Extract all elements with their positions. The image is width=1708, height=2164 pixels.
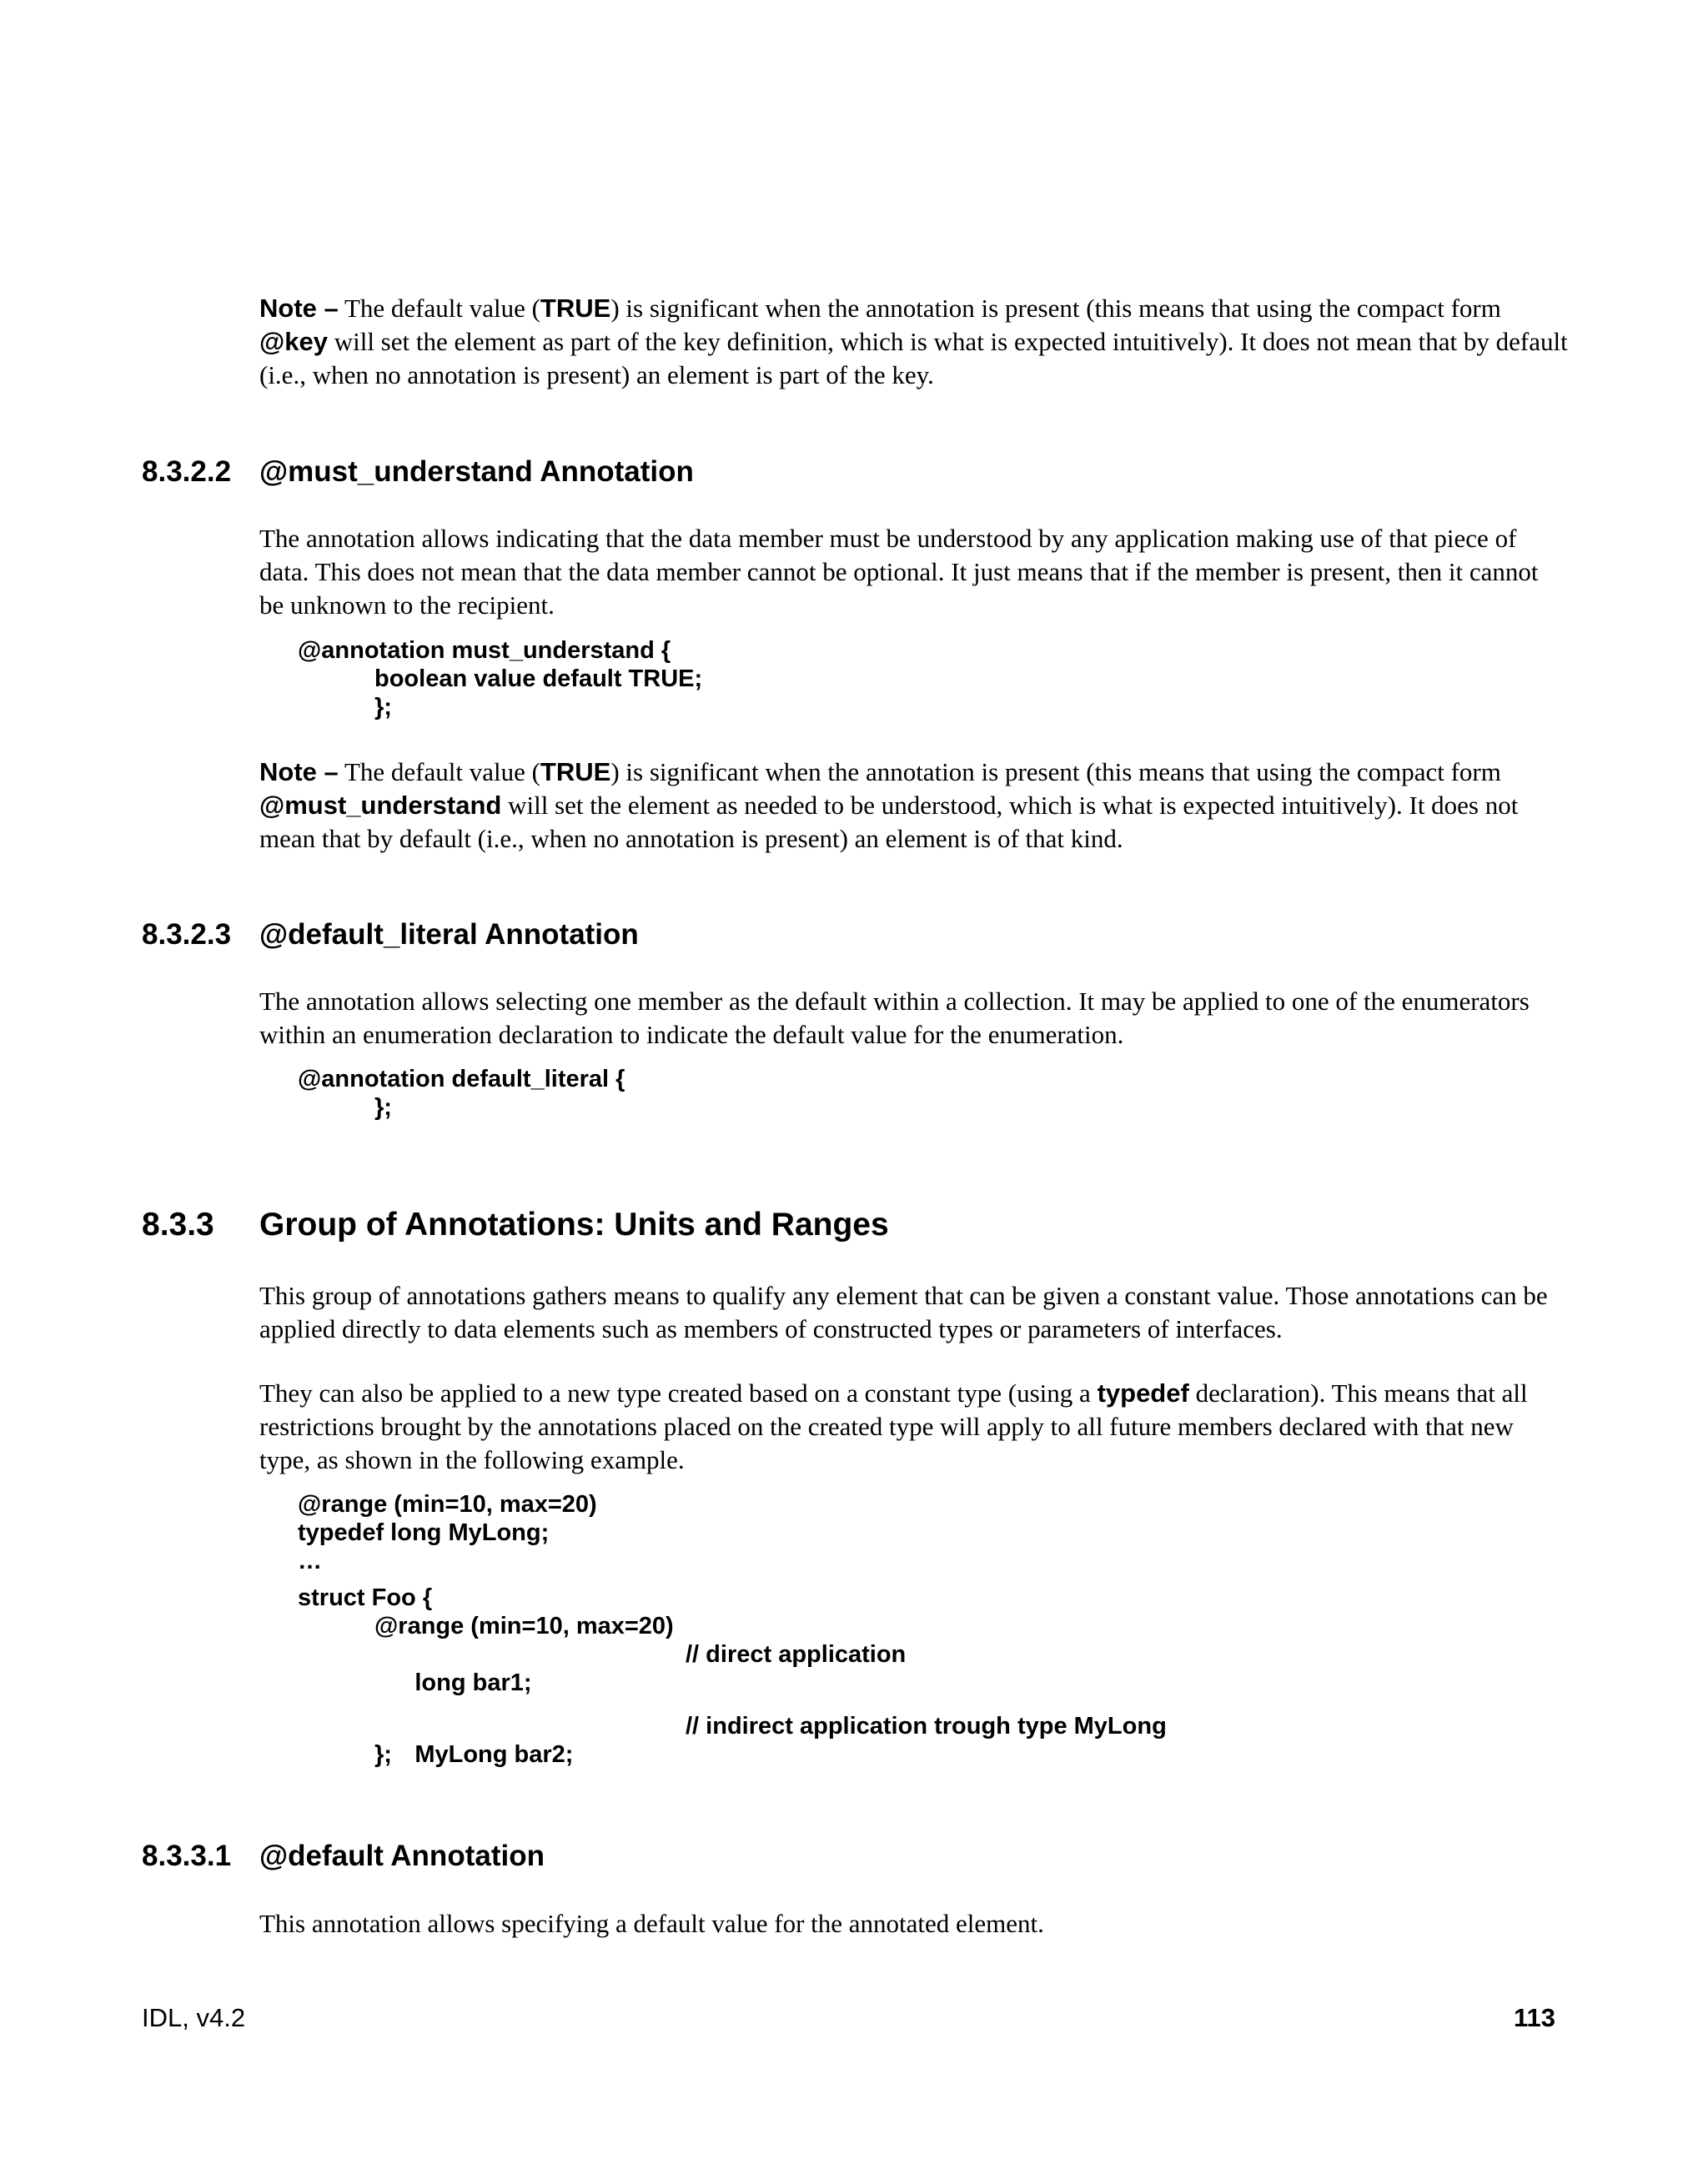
- body-paragraph: The annotation allows indicating that the data member must be understood by any application making use of that piece of data. This does not mean that the data member cannot be optional. It just means that if the member is present, then it cannot be unknown to the recipient.: [259, 524, 1539, 620]
- section-title: @default Annotation: [259, 1840, 545, 1872]
- section-number: 8.3.3.1: [142, 1840, 232, 1872]
- code-comment: // indirect application trough type MyLong: [686, 1713, 1167, 1740]
- note-text: ) is significant when the annotation is present (this means that using the compact form: [610, 757, 1501, 786]
- code-line: };: [374, 1741, 392, 1768]
- code-line: @range (min=10, max=20): [374, 1613, 674, 1639]
- note-text: will set the element as part of the key definition, which is what is expected intuitively). It does not mean that by default (i.e., when no annotation is present) an element is part of the key.: [259, 327, 1568, 389]
- code-line: [298, 1640, 907, 1696]
- code-line: [298, 1712, 1167, 1768]
- code-block: [298, 1065, 625, 1122]
- body-paragraph: This annotation allows specifying a default value for the annotated element.: [259, 1909, 1044, 1938]
- code-statement: MyLong bar2;: [414, 1741, 574, 1768]
- code-line: @annotation must_understand {: [298, 637, 671, 664]
- code-line: typedef long MyLong;: [298, 1519, 550, 1546]
- code-line: …: [298, 1548, 322, 1574]
- body-paragraph: The annotation allows selecting one member as the default within a collection. It may be applied to one of the enumerators within an enumeration declaration to indicate the default value for the enumeration.: [259, 987, 1530, 1049]
- section-heading: [142, 918, 976, 951]
- section-title: @must_understand Annotation: [259, 455, 694, 488]
- keyword: typedef: [1097, 1378, 1189, 1408]
- code-line: boolean value default TRUE;: [374, 665, 703, 692]
- code-block: [298, 636, 702, 721]
- section-number: 8.3.2.3: [142, 918, 232, 951]
- section-number: 8.3.3: [142, 1207, 214, 1243]
- note-text: ) is significant when the annotation is present (this means that using the compact form: [610, 294, 1501, 323]
- code-line: @range (min=10, max=20): [298, 1491, 597, 1518]
- note-keyword: TRUE: [540, 757, 611, 786]
- footer-doc-version: IDL, v4.2: [142, 2003, 246, 2032]
- body-paragraph: This group of annotations gathers means to qualify any element that can be given a constant value. Those annotations can be applied directly to data elements such as members of constructed types or parameters of interfaces.: [259, 1281, 1548, 1343]
- code-line: };: [374, 694, 392, 720]
- code-block: [298, 1490, 1167, 1769]
- section-heading: [142, 1840, 976, 1873]
- code-line: struct Foo {: [298, 1584, 433, 1611]
- section-heading: [142, 1207, 1143, 1243]
- section-title: @default_literal Annotation: [259, 918, 639, 951]
- body-text: declaration). This means that all restrictions brought by the annotations placed on the created type will apply to all future members declared with that new type, as shown in the following example.: [259, 1378, 1528, 1474]
- section-number: 8.3.2.2: [142, 455, 232, 488]
- code-comment: // direct application: [686, 1641, 907, 1668]
- note-text: will set the element as needed to be understood, which is what is expected intuitively). It does not mean that by default (i.e., when no annotation is present) an element is of that kind.: [259, 791, 1519, 853]
- note-keyword: TRUE: [540, 294, 611, 323]
- code-line: };: [374, 1094, 392, 1121]
- note-keyword: @key: [259, 327, 328, 356]
- section-title: Group of Annotations: Units and Ranges: [259, 1207, 889, 1243]
- note-key-default: [259, 292, 1569, 392]
- note-text: The default value (: [338, 757, 540, 786]
- note-label: Note –: [259, 294, 339, 323]
- section-heading: [142, 455, 976, 489]
- footer-page-number: 113: [1513, 2003, 1555, 2032]
- note-must-understand-default: [259, 756, 1569, 856]
- code-statement: long bar1;: [414, 1669, 532, 1696]
- note-label: Note –: [259, 757, 339, 786]
- note-keyword: @must_understand: [259, 791, 502, 820]
- code-line: @annotation default_literal {: [298, 1066, 625, 1092]
- body-text: They can also be applied to a new type created based on a constant type (using a: [259, 1378, 1098, 1408]
- note-text: The default value (: [338, 294, 540, 323]
- body-paragraph: [259, 1377, 1569, 1477]
